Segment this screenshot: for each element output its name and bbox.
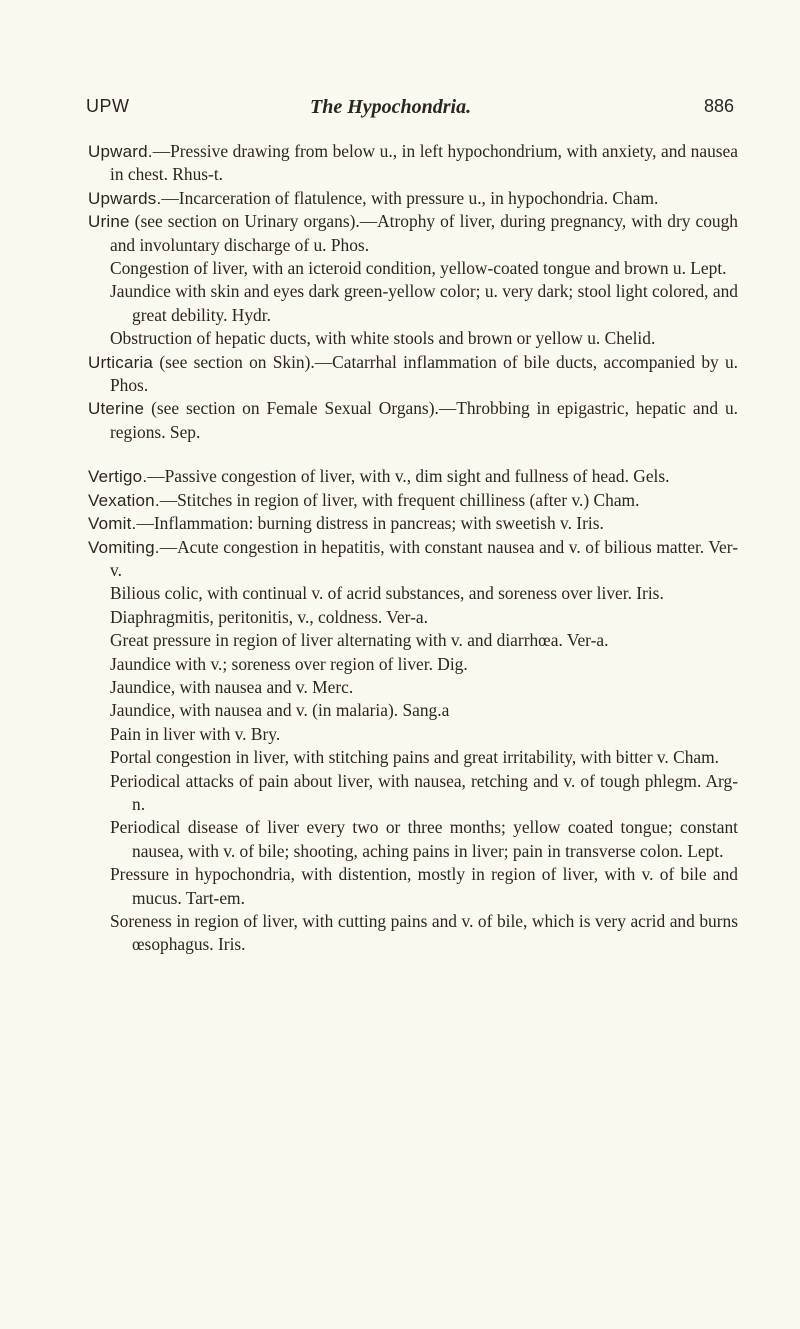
dictionary-entry — [88, 512, 738, 535]
sub-entry: Pain in liver with v. Bry. — [110, 723, 281, 744]
entry-text: —Acute congestion in hepatitis, with constant nausea and v. of bilious matter. Ver-v. — [110, 536, 738, 580]
dictionary-entry — [88, 536, 738, 583]
sub-entry: Jaundice, with nausea and v. Merc. — [110, 676, 354, 697]
entry-text: (see section on Urinary organs).—Atrophy of liver, during pregnancy, with dry cough and involuntary discharge of u. Phos. — [110, 211, 738, 255]
sub-entry: Pressure in hypochondria, with distention, mostly in region of liver, with v. of bile and mucus. Tart-em. — [110, 864, 738, 908]
sub-entry: Diaphragmitis, peritonitis, v., coldness. Ver-a. — [110, 606, 428, 627]
dictionary-entry — [88, 397, 738, 444]
sub-entry: Jaundice with v.; soreness over region of liver. Dig. — [110, 653, 468, 674]
entry-text: —Pressive drawing from below u., in left hypochondrium, with anxiety, and nausea in chest. Rhus-t. — [110, 141, 738, 185]
entry-term: Vomiting. — [88, 537, 160, 557]
header-title: The Hypochondria. — [310, 96, 472, 118]
entry-text: —Inflammation: burning distress in pancreas; with sweetish v. Iris. — [136, 513, 604, 534]
running-header — [86, 96, 734, 122]
sub-entry: Jaundice with skin and eyes dark green-yellow color; u. very dark; stool light colored, and great debility. Hydr. — [110, 281, 738, 325]
sub-entry: Congestion of liver, with an icteroid condition, yellow-coated tongue and brown u. Lept. — [110, 258, 727, 279]
entry-term: Uterine — [88, 399, 145, 419]
sub-entry: Periodical attacks of pain about liver, with nausea, retching and v. of tough phlegm. Arg-n. — [110, 770, 738, 814]
entry-group — [88, 140, 738, 444]
entry-term: Urticaria — [88, 352, 154, 372]
entry-text: —Passive congestion of liver, with v., dim sight and fullness of head. Gels. — [147, 466, 670, 487]
header-guide-word: UPW — [86, 96, 130, 116]
sub-entry: Great pressure in region of liver alternating with v. and diarrhœa. Ver-a. — [110, 630, 609, 651]
entry-text: (see section on Female Sexual Organs).—Throbbing in epigastric, hepatic and u. regions. Sep. — [110, 398, 738, 442]
entry-term: Vertigo. — [88, 467, 148, 487]
dictionary-entry — [88, 489, 738, 512]
entry-group — [88, 465, 738, 957]
sub-entry: Portal congestion in liver, with stitching pains and great irritability, with bitter v. Cham. — [110, 747, 719, 768]
dictionary-entry — [88, 140, 738, 187]
dictionary-entry — [88, 210, 738, 257]
dictionary-entry — [88, 465, 738, 488]
page-body — [88, 140, 738, 957]
sub-entry: Periodical disease of liver every two or three months; yellow coated tongue; constant nausea, with v. of bile; shooting, aching pains in liver; pain in transverse colon. Lept. — [110, 817, 738, 861]
entry-text: —Stitches in region of liver, with frequent chilliness (after v.) Cham. — [159, 489, 640, 510]
page-number: 886 — [703, 96, 734, 116]
dictionary-entry — [88, 187, 738, 210]
entry-term: Upwards. — [88, 188, 162, 208]
sub-entry: Bilious colic, with continual v. of acrid substances, and soreness over liver. Iris. — [110, 583, 664, 604]
entry-term: Upward. — [88, 142, 153, 161]
entry-text: —Incarceration of flatulence, with pressure u., in hypochondria. Cham. — [161, 187, 659, 208]
dictionary-entry — [88, 351, 738, 398]
sub-entry: Soreness in region of liver, with cutting pains and v. of bile, which is very acrid and burns œsophagus. Iris. — [110, 911, 738, 955]
sub-entry: Jaundice, with nausea and v. (in malaria). Sang.a — [110, 700, 450, 721]
entry-term: Vomit. — [88, 514, 137, 534]
entry-term: Urine — [88, 212, 130, 232]
entry-text: (see section on Skin).—Catarrhal inflammation of bile ducts, accompanied by u. Phos. — [110, 351, 738, 396]
sub-entry: Obstruction of hepatic ducts, with white stools and brown or yellow u. Chelid. — [110, 328, 656, 349]
entry-term: Vexation. — [88, 490, 160, 510]
